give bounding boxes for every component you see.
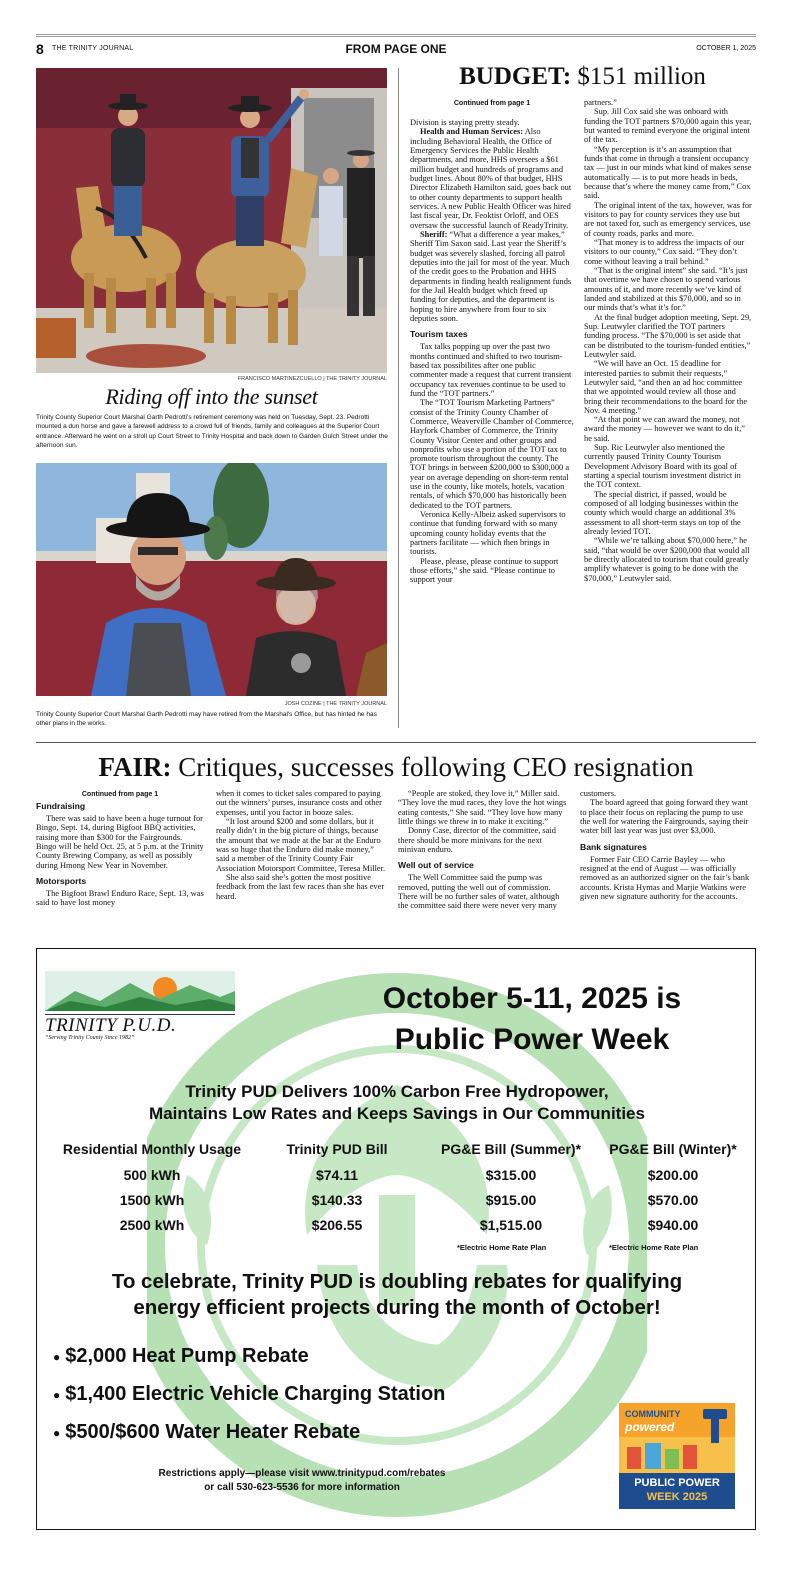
rate-header-pge-summer: PG&E Bill (Summer)* (440, 1141, 582, 1157)
photo1-cutline: Trinity County Superior Court Marshal Garth Pedrotti's retirement ceremony was held on Tuesday, Sept. 23. Pedrotti mounted a dun horse and gave a farewell address to a crowd full of friends, family and colleagues at the Superior Court entrance. Afterward he went on a stroll up Court Street to Trinity Hospital and back down to Garden Gulch Street under the afternoon sun. (36, 414, 388, 450)
logo-wordmark: TRINITY P.U.D. (45, 1014, 235, 1037)
paragraph: “It lost around $200 and some dollars, but it really didn’t in the big picture of things, because the amount that we made at the bar at the Enduro was so huge that the Enduro did make money,” said a member of the Trinity County Fair Association Motorsport Committee, Teresa Miller. (216, 816, 386, 873)
ad-title-line1: October 5-11, 2025 is (382, 982, 682, 1015)
rebate-announcement (67, 1269, 727, 1320)
paragraph: The board agreed that going forward they want to place their focus on replacing the pump to use the well for watering the Fairgrounds, saying their water bill last year was just over $3,000. (580, 798, 749, 836)
paragraph: “That money is to address the impacts of our visitors to our county,” Cox said. “They don’t come without leaving a trail behind.” (584, 237, 745, 266)
paragraph: “At that point we can award the money, not award the money — however we want to do it,” he said. (584, 415, 745, 443)
paragraph: The original intent of the tax, however, was for visitors to pay for county services they use but are not taxed for, such as emergency services, use of county roads, parks and more. (584, 200, 752, 238)
subhead: Fundraising (36, 801, 86, 811)
fair-column-1 (36, 801, 204, 943)
rebate-item-label: $1,400 Electric Vehicle Charging Station (65, 1383, 446, 1405)
rebate-item (53, 1383, 445, 1406)
paragraph: Former Fair CEO Carrie Bayley — who resigned at the end of August — was officially removed as an authorized signer on the fair’s bank accounts. Krista Hymas and Marjie Watkins were given new signature authority for the accounts. (580, 854, 750, 901)
rate-pge-summer: $1,515.00 (479, 1217, 543, 1233)
badge-line1: COMMUNITY (625, 1409, 681, 1419)
budget-continued: Continued from page 1 (453, 100, 531, 107)
budget-column-2 (584, 98, 752, 730)
fair-column-4 (580, 789, 750, 943)
paragraph: “We will have an Oct. 15 deadline for interested parties to submit their requests,” Leutwyler said, “and then an ad hoc committee that we appointed would review all those and bring their recommendations to the board for the Nov. 4 meeting.” (584, 359, 748, 415)
paragraph-lead: Health and Human Services: (420, 127, 524, 137)
bullet-icon: ● (53, 1349, 61, 1364)
paragraph: when it comes to ticket sales compared to paying out the winners’ purses, insurance costs and other expenses, until you factor in booze sales. (216, 789, 382, 817)
paragraph: “That is the original intent” she said. “It’s just that overtime we have chosen to spend various amounts of it, and more recently we’ve kind of landed and stabilized at this $70,000, and so in our minds that’s what it’s for.” (584, 265, 748, 313)
rebate-item-label: $2,000 Heat Pump Rebate (65, 1345, 309, 1367)
public-power-week-ad (36, 948, 756, 1530)
paragraph: Veronica Kelly-Albeiz asked supervisors to continue that funding forward with so many upcoming county holiday events that the partners facilitate — which then brings in tourists. (410, 510, 566, 557)
paragraph-lead: Sheriff: (420, 229, 448, 239)
paragraph: The special district, if passed, would be composed of all lodging businesses within the county which would charge an additional 3% assessment to all short-term stays on top of the already levied TOT. (584, 489, 741, 537)
photo-marshal-portrait (36, 463, 387, 696)
rate-pud: $74.11 (315, 1167, 359, 1183)
trinity-pud-logo (45, 971, 235, 1041)
bullet-icon: ● (53, 1425, 61, 1440)
paragraph: customers. (580, 789, 617, 798)
rate-note-summer: *Electric Home Rate Plan (457, 1243, 547, 1252)
budget-headline (410, 63, 755, 91)
rebate-item (53, 1345, 309, 1368)
paragraph: Please, please, please continue to support those efforts,” she said. “Please continue to support your (410, 556, 559, 585)
photo1-credit: FRANCISCO MARTINEZCUELLO | THE TRINITY JOURNAL (237, 376, 387, 382)
budget-column-1 (410, 118, 574, 730)
subhead: Bank signatures (580, 841, 647, 852)
badge-line4: WEEK 2025 (646, 1491, 708, 1503)
rate-pud: $140.33 (311, 1192, 363, 1208)
restrictions-line1: Restrictions apply—please visit www.trinitypud.com/rebates (158, 1468, 446, 1479)
paragraph: The Well Committee said the pump was removed, putting the well out of commission. There will be no further sales of water, although the committee said there were never very many (398, 873, 560, 911)
restrictions-line2: or call 530-623-5536 for more information (204, 1481, 400, 1493)
fair-column-2 (216, 789, 386, 943)
fair-headline-text: Critiques, successes following CEO resignation (171, 752, 694, 782)
budget-headline-label: BUDGET: (459, 63, 572, 90)
subhead: Motorsports (36, 875, 87, 886)
fair-headline-label: FAIR: (98, 752, 172, 782)
subhead: Well out of service (398, 860, 474, 871)
fair-headline (36, 752, 756, 783)
photo2-credit: JOSH COZINE | THE TRINITY JOURNAL (284, 701, 387, 707)
ad-subtitle (57, 1081, 737, 1125)
bullet-icon: ● (53, 1387, 61, 1402)
rate-usage: 2500 kWh (119, 1217, 185, 1233)
fair-column-3 (398, 789, 568, 943)
paragraph: partners.” (584, 98, 617, 107)
rebate-announcement-line2: energy efficient projects during the month of October! (133, 1295, 661, 1319)
ad-title (337, 979, 727, 1060)
rebate-item-label: $500/$600 Water Heater Rebate (65, 1421, 361, 1443)
public-power-week-badge (619, 1403, 735, 1509)
photo-marshal-on-horses (36, 68, 387, 373)
rate-pge-winter: $940.00 (647, 1217, 699, 1233)
section-divider (36, 742, 756, 743)
photo1-title: Riding off into the sunset (105, 384, 318, 409)
paragraph: The Bigfoot Brawl Enduro Race, Sept. 13, was said to have lost money (36, 888, 204, 908)
paragraph: The “TOT Tourism Marketing Partners” consist of the Trinity County Chamber of Commerce, Weaverville Chamber of Commerce, Hayfork Chamber of Commerce, the Trinity County Visitor Center and other groups and nonprofits who use a portion of the TOT tax to promote tourism throughout the county. The TOT brings in between $200,000 to $300,000 a year on average depending on short-term rental use in the county, like motels, hotels, vacation rentals, of which $70,000 has historically been dedicated to the TOT partners. (410, 398, 574, 510)
rate-header-usage: Residential Monthly Usage (62, 1141, 242, 1157)
rebate-announcement-line1: To celebrate, Trinity PUD is doubling rebates for qualifying (111, 1270, 683, 1293)
rate-pge-summer: $915.00 (485, 1192, 537, 1208)
rebate-item (53, 1421, 360, 1444)
paragraph: There was said to have been a huge turnout for Bingo, Sept. 14, during Bigfoot BBQ activities, raising more than $300 for the Fairgrounds. Bingo will be held Oct. 25, at 5 p.m. at the Trinity County Brewing Company, as well as possibly during Hmong New Year in November. (36, 814, 204, 870)
column-rule (398, 68, 399, 728)
paragraph: Donny Case, director of the committee, said there should be more minivans for the next minivan enduro. (398, 826, 556, 854)
paragraph: She also said she’s gotten the most positive feedback from the last few races than she has ever heard. (216, 872, 385, 901)
rate-header-pud: Trinity PUD Bill (286, 1141, 388, 1157)
budget-headline-text: $151 million (571, 63, 706, 90)
paragraph: Division is staying pretty steady. (410, 118, 520, 127)
rate-pge-summer: $315.00 (485, 1167, 537, 1183)
ad-subtitle-line1: Trinity PUD Delivers 100% Carbon Free Hydropower, (185, 1082, 609, 1101)
page-header (36, 34, 756, 57)
rate-pge-winter: $570.00 (647, 1192, 699, 1208)
page-number: 8 (36, 41, 44, 57)
rate-header-pge-winter: PG&E Bill (Winter)* (609, 1141, 737, 1157)
badge-line3: PUBLIC POWER (634, 1477, 720, 1489)
ad-title-line2: Public Power Week (394, 1022, 670, 1056)
paragraph: Health and Human Services: Also including Behavioral Health, the Office of Emergency Services the Public Health departments, and more, HHS oversees a $61 million budget and hundreds of programs and budget lines. About 80% of that budget, HHS Director Elizabeth Hamilton said, goes back out to other county departments to support health services. A new Public Health Officer was hired last fiscal year, Dr. Feoktist Orloff, and OES oversaw the successful launch of ReadyTrinity. (410, 127, 572, 230)
paragraph: “While we’re talking about $70,000 here,” he said, “that would be over $200,000 that would all be directly allocated to tourism that could greatly amplify whatever is going to be done with the $70,000,” Leutwyler said. (584, 536, 750, 583)
photo2-cutline: Trinity County Superior Court Marshal Garth Pedrotti may have retired from the Marshal's Office, but has hinted he has other plans in the works. (36, 711, 377, 728)
section-title: FROM PAGE ONE (345, 42, 447, 56)
fair-continued: Continued from page 1 (81, 791, 159, 798)
ad-subtitle-line2: Maintains Low Rates and Keeps Savings in Our Communities (149, 1104, 645, 1124)
publication-name: THE TRINITY JOURNAL (52, 45, 134, 52)
restrictions-note (117, 1467, 487, 1494)
badge-line2: powered (625, 1420, 675, 1434)
paragraph: Tax talks popping up over the past two months continued and shifted to two tourism-based tax possibilites after one public commenter made a request that current transient occupancy tax revenues continue to be used to fund the “TOT partners.” (410, 342, 572, 398)
subhead: Tourism taxes (410, 329, 468, 340)
paragraph: “People are stoked, they love it,” Miller said. “They love the mud races, they love the hot wings eating contests,” She said. “They love how many little things we threw in to make it exciting.” (398, 789, 567, 826)
rate-pud: $206.55 (311, 1217, 363, 1233)
paragraph: Sup. Jill Cox said she was onboard with funding the TOT partners $70,000 again this year, but wanted to remind everyone the original intent of the tax. (584, 107, 752, 145)
logo-tagline: “Serving Trinity County Since 1982” (45, 1035, 135, 1041)
paragraph: Sup. Ric Leutwyler also mentioned the currently paused Trinity County Tourism Development Advisory Board with its goal of starting a special tourism investment district in the TOT context. (584, 443, 741, 490)
paragraph: “My perception is it’s an assumption that funds that come in through a transient occupancy tax — just in our minds what kind of makes sense automatically — is to put more heads in beds, because that’s where the money came from,” Cox said. (584, 144, 752, 201)
rate-note-winter: *Electric Home Rate Plan (609, 1243, 699, 1252)
rate-usage: 1500 kWh (119, 1192, 185, 1208)
paragraph: Sheriff: “What a difference a year makes,” Sheriff Tim Saxon said. Last year the Sheriff’s budget was severely slashed, forcing all patrol deputies into the jail for most of the year. Much of the credit goes to the Probation and HHS departments in finding health realignment funds for the Jail Health budget which freed up funding for deputies, and the department is hoping to hire anywhere from four to six deputies soon. (410, 229, 572, 323)
rate-usage: 500 kWh (123, 1167, 181, 1183)
issue-date: OCTOBER 1, 2025 (696, 45, 756, 52)
rate-pge-winter: $200.00 (647, 1167, 699, 1183)
paragraph: At the final budget adoption meeting, Sept. 29, Sup. Leutwyler clarified the TOT partners funding process. “The $70,000 is set aside that can be distributed to the tourism-funded entities,” Leutwyler said. (584, 312, 752, 359)
